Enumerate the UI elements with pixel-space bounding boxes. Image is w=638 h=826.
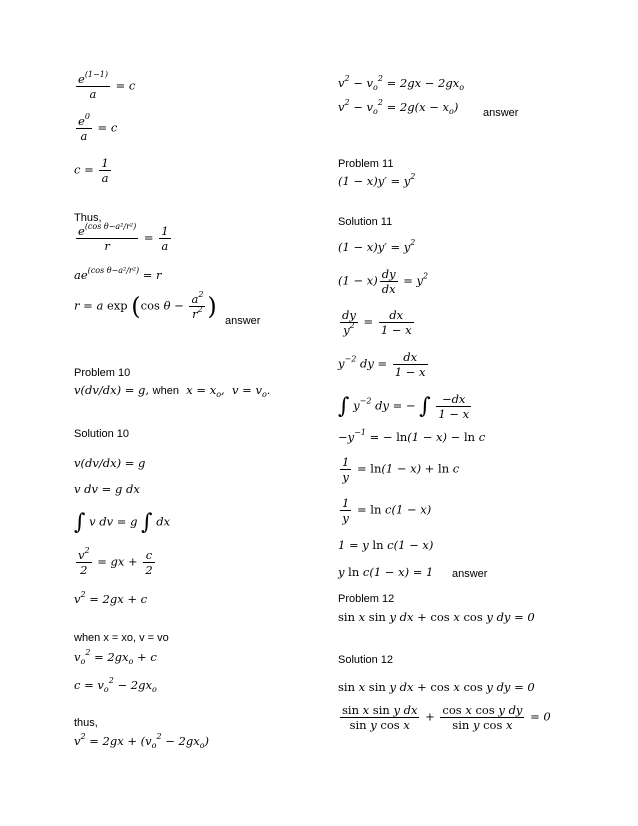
equation-ae-exp: $ae^{(cos \theta-a^2/r^2)} = r$ xyxy=(74,266,162,282)
answer-label: answer xyxy=(483,107,519,119)
problem-11-equation: $(1 - x)y' = y^2$ xyxy=(338,172,416,188)
equation-s11-1: $(1 - x)y' = y^2$ xyxy=(338,238,416,254)
thus-label: Thus, xyxy=(74,212,102,224)
problem-10-label: Problem 10 xyxy=(74,367,131,379)
equation-v2-vo2-factored: $v^2 - v_o^2 = 2g(x - x_o)$ xyxy=(338,98,459,116)
equation-v2-2gx: $v^2 = 2gx + c$ xyxy=(74,590,148,606)
problem-12-label: Problem 12 xyxy=(338,593,395,605)
answer-label: answer xyxy=(452,568,488,580)
equation-s12-2: $\frac{\text{sin x sin y dx}}{\text{sin y cos x}}$ + $\frac{\text{cos x cos y dy}}{\text{sin y cos x}}$ = 0 xyxy=(342,703,551,732)
equation-v-dv: v dv = g dx xyxy=(74,482,140,496)
problem-11-label: Problem 11 xyxy=(338,158,394,170)
equation-s11-7: $\frac{1}{y}$ = ln(1 − x) + ln c xyxy=(342,455,460,484)
problem-10-equation: v(dv/dx) = g, when $x = x_o$, $v = v_o$. xyxy=(74,383,271,399)
equation-s11-6: $-y^{-1}$ = − ln(1 − x) − ln c xyxy=(338,428,486,444)
equation-s11-4: $y^{-2}$ dy = $\frac{dx}{1 - x}$ xyxy=(338,350,426,379)
answer-label: answer xyxy=(225,315,261,327)
equation-v2-vo2: $v^2 - v_o^2 = 2gx - 2gx_o$ xyxy=(338,74,465,92)
equation-v-dvdx: v(dv/dx) = g xyxy=(74,456,146,470)
equation-s11-2: (1 − x) $\frac{dy}{dx}$ = $y^2$ xyxy=(338,267,429,296)
solution-11-label: Solution 11 xyxy=(338,216,393,228)
equation-s11-10: y ln c(1 − x) = 1 xyxy=(338,565,434,579)
solution-10-label: Solution 10 xyxy=(74,428,130,440)
equation-s11-3: $\frac{dy}{y^2}$ = $\frac{dx}{1 - x}$ xyxy=(342,308,412,337)
equation-integral-v: ∫ v dv = g ∫ dx xyxy=(74,510,171,535)
equation-exp-over-r: $\frac{e^{(cos \theta-a^2/r^2)}}{r}$ = $\frac{1}{a}$ xyxy=(78,222,169,253)
equation-s12-1: sin x sin y dx + cos x cos y dy = 0 xyxy=(338,680,535,694)
equation-vo2: $v_o^2 = 2gx_o + c$ xyxy=(74,648,157,666)
when-label: when xyxy=(152,385,179,397)
equation-s11-8: $\frac{1}{y}$ = ln c(1 − x) xyxy=(342,496,432,525)
equation-v2-over-2: $\frac{v^2}{2}$ = gx + $\frac{c}{2}$ xyxy=(78,546,153,577)
thus-label-2: thus, xyxy=(74,717,98,729)
solution-12-label: Solution 12 xyxy=(338,654,394,666)
equation-c-frac: $\frac{e^{(1-1)}}{a}$ = c xyxy=(78,70,136,101)
equation-c-vo2: $c = v_o^2 - 2gx_o$ xyxy=(74,676,157,694)
problem-12-equation: sin x sin y dx + cos x cos y dy = 0 xyxy=(338,610,535,624)
equation-e0-frac: $\frac{e^0}{a}$ = c xyxy=(78,112,118,143)
equation-s11-9: 1 = y ln c(1 − x) xyxy=(338,538,434,552)
equation-c-one-over-a: c = $\frac{1}{a}$ xyxy=(74,156,109,185)
when-condition: when x = xo, v = vo xyxy=(74,632,169,644)
equation-final-v2: $v^2 = 2gx + (v_o^2 - 2gx_o)$ xyxy=(74,732,210,750)
equation-s11-5: ∫ $y^{-2}$ dy = − ∫ $\frac{-dx}{1 - x}$ xyxy=(338,392,470,421)
equation-r-exp: r = a exp (cos θ − $\frac{a^2}{r^2}$ ) xyxy=(74,290,217,321)
